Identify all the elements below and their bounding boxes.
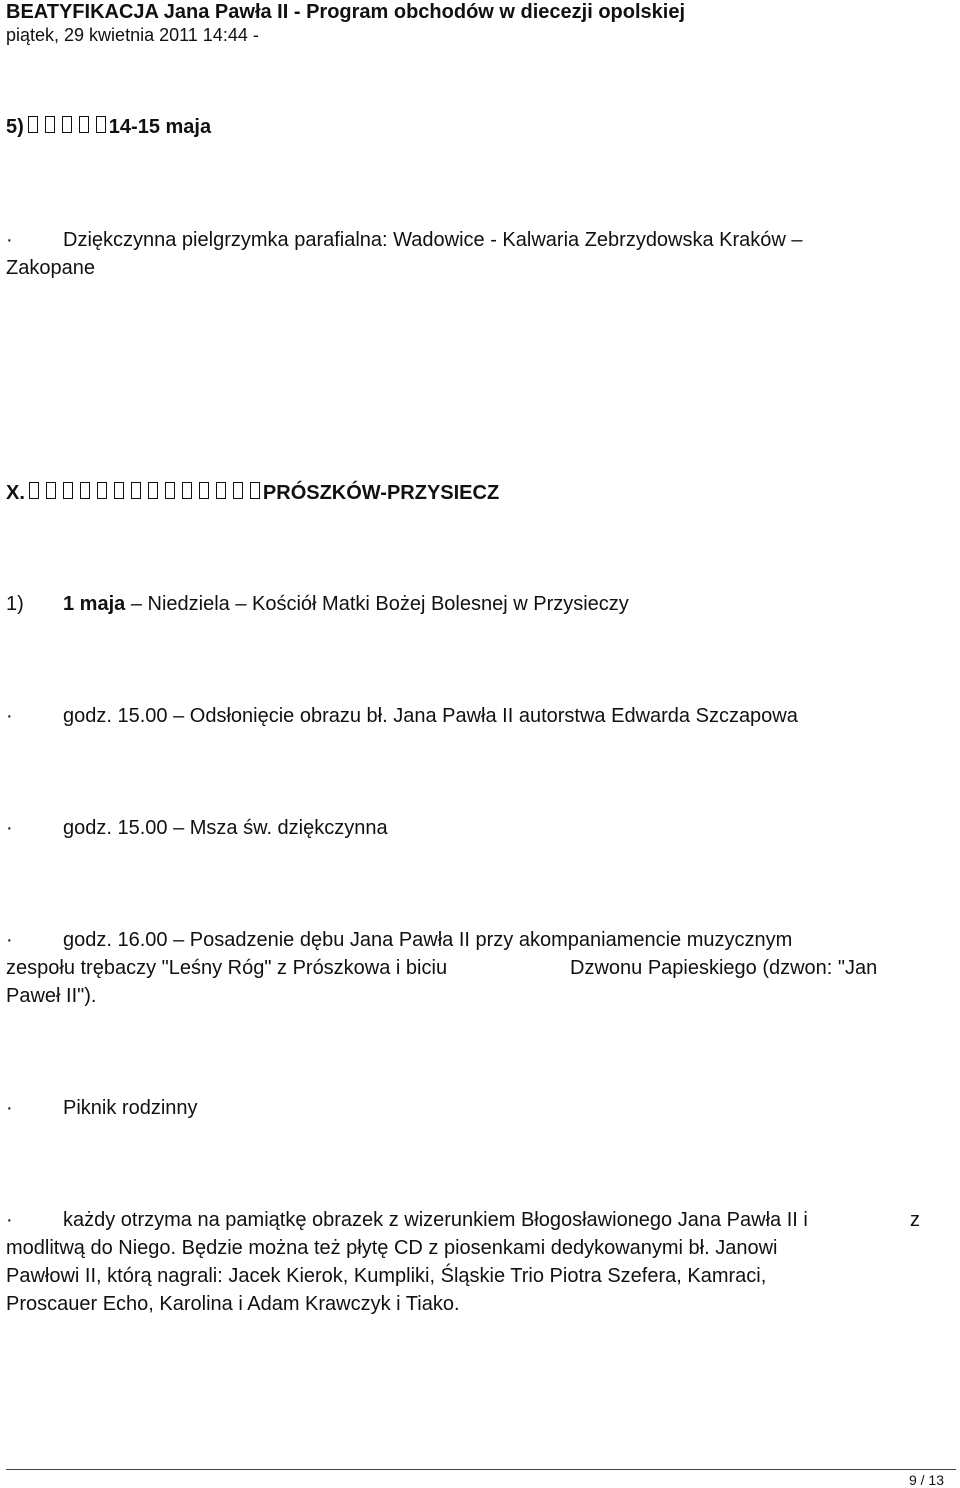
missing-glyph-boxes xyxy=(24,116,109,138)
entry-text: – Niedziela – Kościół Matki Bożej Bolesnej w Przysieczy xyxy=(130,593,629,615)
bullet-dot: · xyxy=(6,817,13,839)
program-item-mass: godz. 15.00 – Msza św. dziękczynna xyxy=(63,817,388,839)
footer-divider xyxy=(6,1469,956,1470)
bullet-dot: · xyxy=(6,705,13,727)
bullet-dot: · xyxy=(6,929,13,951)
program-item-oak-line-2b: Dzwonu Papieskiego (dzwon: "Jan xyxy=(570,957,878,979)
program-item-picnic: Piknik rodzinny xyxy=(63,1097,198,1119)
program-item-unveiling: godz. 15.00 – Odsłonięcie obrazu bł. Jana Pawła II autorstwa Edwarda Szczapowa xyxy=(63,705,798,727)
entry-line xyxy=(63,590,629,618)
program-item-gift-line-1b: z xyxy=(910,1209,920,1231)
section-dates: 14-15 maja xyxy=(108,116,212,138)
entry-date: 1 maja xyxy=(63,593,126,615)
program-item-gift-line-3: Pawłowi II, którą nagrali: Jacek Kierok, Kumpliki, Śląskie Trio Piotra Szefera, Kamraci, xyxy=(6,1265,767,1287)
program-item-oak-line-2a: zespołu trębaczy "Leśny Róg" z Prószkowa i biciu xyxy=(6,957,448,979)
program-item-gift-line-4: Proscauer Echo, Karolina i Adam Krawczyk i Tiako. xyxy=(6,1293,460,1315)
section-prefix: X. xyxy=(6,482,25,504)
page-number: 9 / 13 xyxy=(908,1472,944,1488)
document-title: BEATYFIKACJA Jana Pawła II - Program obchodów w diecezji opolskiej xyxy=(6,1,686,23)
section-x-heading xyxy=(6,479,499,507)
document-date: piątek, 29 kwietnia 2011 14:44 - xyxy=(6,25,259,45)
program-item-oak-line-3: Paweł II"). xyxy=(6,985,97,1007)
bullet-dot: · xyxy=(6,1097,13,1119)
program-item-oak-line-1: godz. 16.00 – Posadzenie dębu Jana Pawła II przy akompaniamencie muzycznym xyxy=(63,929,793,951)
section-title: PRÓSZKÓW-PRZYSIECZ xyxy=(262,482,500,504)
bullet-dot: · xyxy=(6,229,13,251)
section-5-heading xyxy=(6,113,211,141)
pilgrimage-line-2: Zakopane xyxy=(6,257,95,279)
program-item-gift-line-1a: każdy otrzyma na pamiątkę obrazek z wizerunkiem Błogosławionego Jana Pawła II i xyxy=(63,1209,808,1231)
pilgrimage-line-1: Dziękczynna pielgrzymka parafialna: Wadowice - Kalwaria Zebrzydowska Kraków – xyxy=(63,229,803,251)
entry-number: 1) xyxy=(6,593,24,615)
program-item-gift-line-2: modlitwą do Niego. Będzie można też płytę CD z piosenkami dedykowanymi bł. Janowi xyxy=(6,1237,778,1259)
missing-glyph-boxes xyxy=(25,482,263,504)
bullet-dot: · xyxy=(6,1209,13,1231)
section-number: 5) xyxy=(6,116,24,138)
